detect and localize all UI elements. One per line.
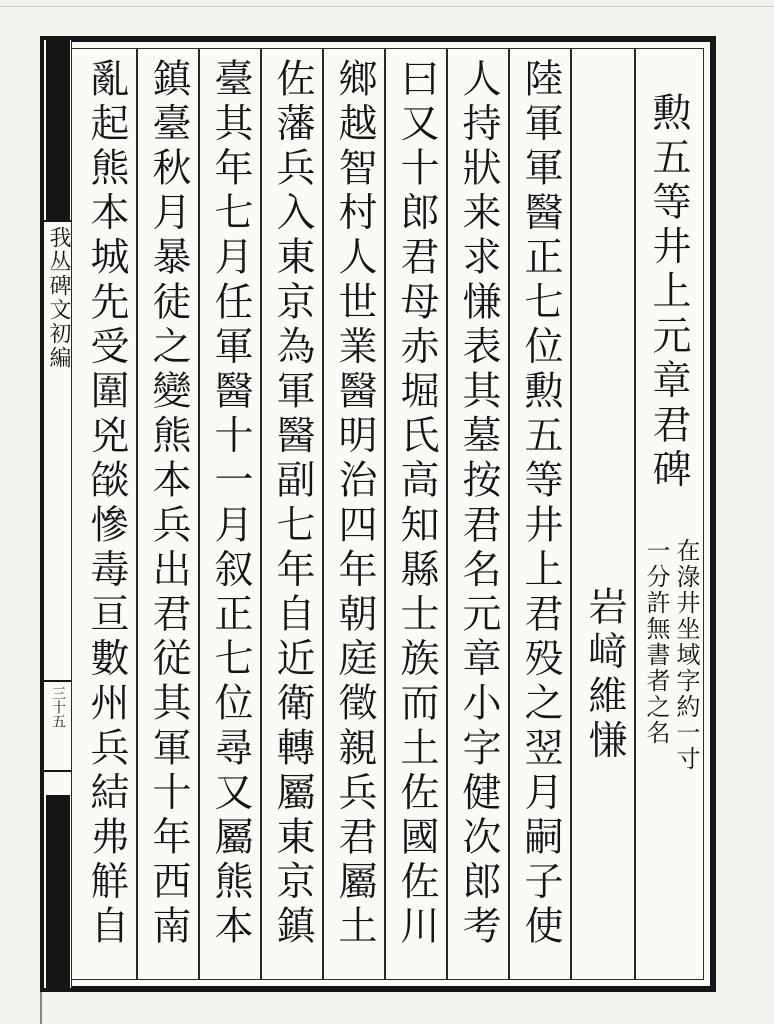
column-rule bbox=[634, 48, 636, 980]
text-column: 人持狀来求慊表其墓按君名元章小字健次郎考 bbox=[456, 58, 501, 950]
scan-top-rule bbox=[0, 6, 774, 7]
inscription-title: 勲五等井上元章君碑 bbox=[646, 92, 691, 494]
margin-fish-tail-bottom bbox=[46, 795, 70, 988]
column-rule bbox=[136, 48, 138, 980]
margin-fish-tail-top bbox=[46, 40, 70, 220]
text-column: 臺其年七月任軍醫十一月叙正七位尋又屬熊本 bbox=[208, 58, 253, 950]
column-rule bbox=[260, 48, 262, 980]
column-rule bbox=[198, 48, 200, 980]
margin-rule bbox=[44, 770, 72, 772]
text-column: 鄉越智村人世業醫明治四年朝庭徵親兵君屬土 bbox=[332, 58, 377, 950]
column-rule bbox=[384, 48, 386, 980]
column-rule bbox=[322, 48, 324, 980]
text-column: 鎮臺秋月暴徒之變熊本兵出君従其軍十年西南 bbox=[146, 58, 191, 950]
scan-edge-mark bbox=[40, 992, 42, 1024]
text-column: 亂起熊本城先受圍兇燄慘毒亘數州兵結弗觧自 bbox=[84, 58, 129, 950]
margin-rule bbox=[44, 220, 72, 222]
inscription-note-right: 在淥井坐域字約一寸 bbox=[672, 538, 700, 772]
margin-rule bbox=[44, 680, 72, 682]
page-number: 三十五 bbox=[50, 686, 66, 728]
text-column: 曰又十郎君母赤堀氏高知縣士族而土佐國佐川 bbox=[394, 58, 439, 950]
inscription-note-left: 一分許無書者之名 bbox=[642, 538, 670, 746]
column-rule bbox=[508, 48, 510, 980]
margin-book-title: 我丛碑文初編 bbox=[46, 226, 71, 370]
text-column: 陸軍軍醫正七位勲五等井上君殁之翌月嗣子使 bbox=[518, 58, 563, 950]
text-column: 佐藩兵入東京為軍醫副七年自近衛轉屬東京鎮 bbox=[270, 58, 315, 950]
column-rule bbox=[570, 48, 572, 980]
author-name: 岩﨑維慊 bbox=[582, 586, 627, 765]
column-rule bbox=[446, 48, 448, 980]
